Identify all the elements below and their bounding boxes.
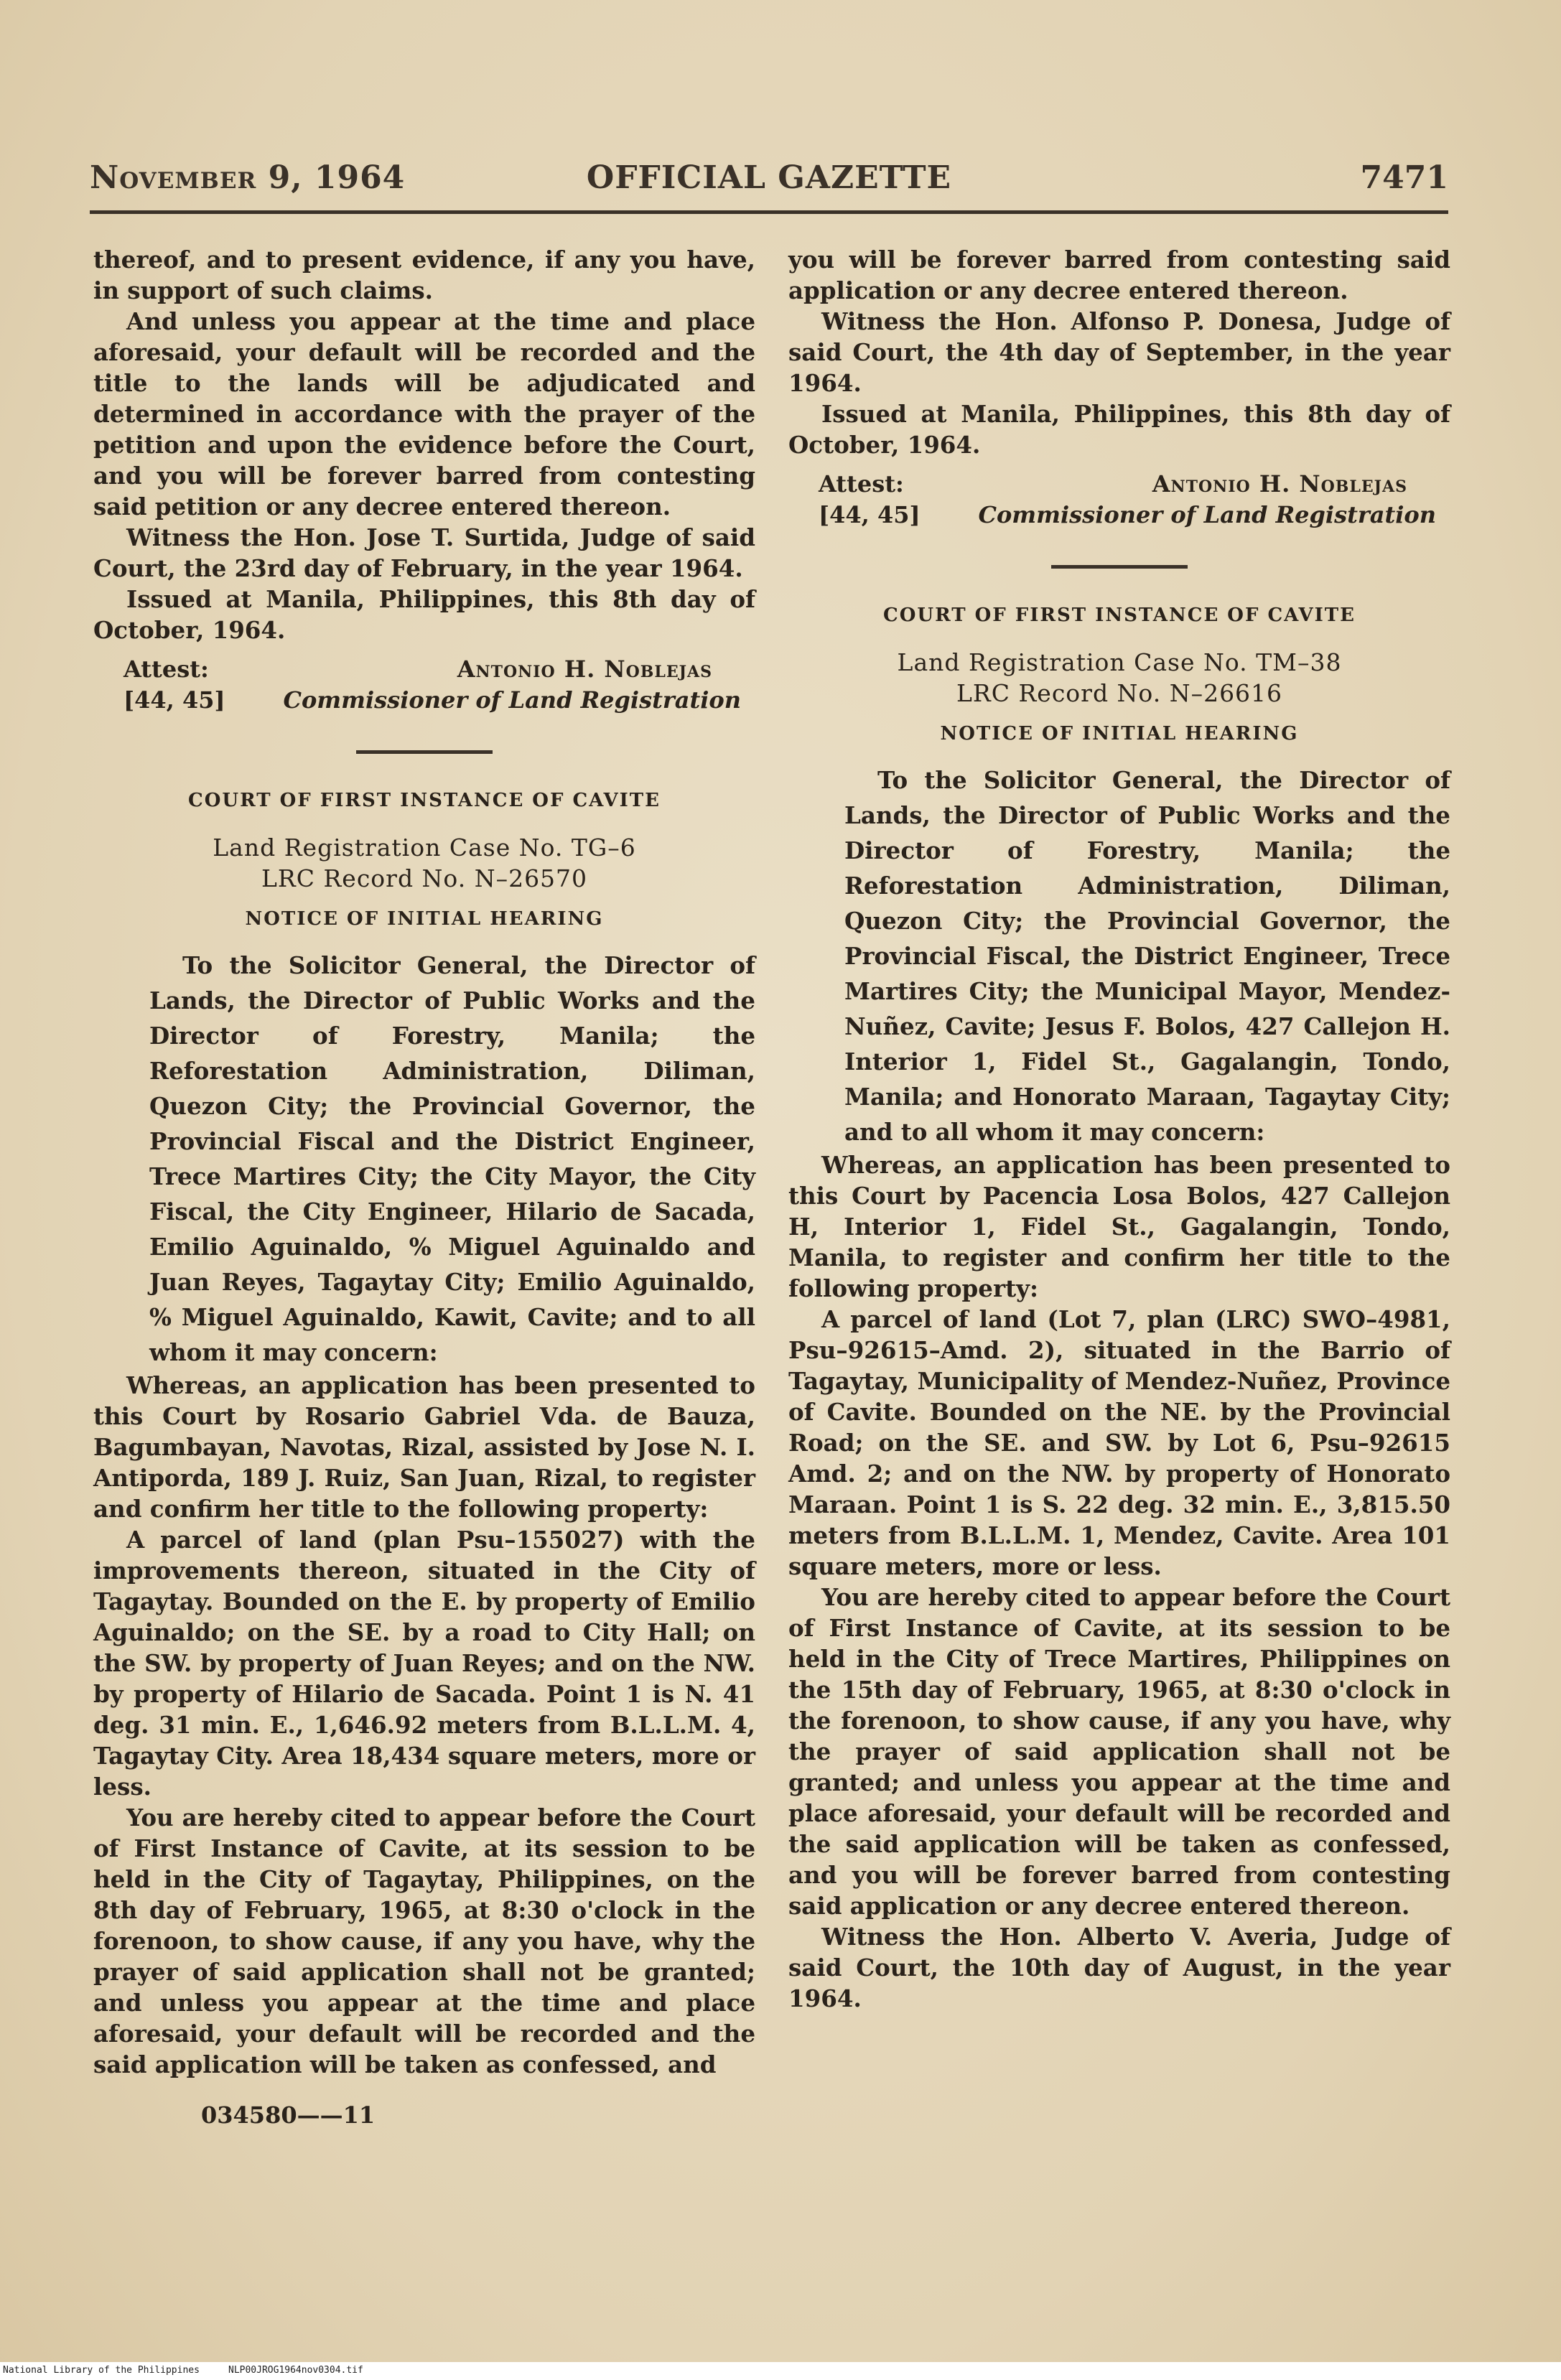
lrc-record: LRC Record No. N–26616 [956,679,1283,707]
issue-date: November 9, 1964 [90,159,406,196]
paragraph: A parcel of land (Lot 7, plan (LRC) SWO–4981, Psu–92615–Amd. 2), situated in the Barrio of Tagaytay, Municipality of Mendez-Nuñez, Province of Cavite. Bounded on the NE. by the Provincial Road; on the SE. and SW. by Lot 6, Psu–92615 Amd. 2; and on the NW. by property of Honorato Maraan. Point 1 is S. 22 deg. 32 min. E., 3,815.50 meters from B.L.L.M. 1, Mendez, Cavite. Area 101 square meters, more or less. [788,1305,1450,1580]
left-column [93,244,755,2131]
scan-footer [0,2362,1561,2380]
attest-label: Attest: [124,655,209,683]
attest-title: Commissioner of Land Registration [978,501,1436,528]
right-column [788,244,1450,2014]
scan-filename: NLP00JROG1964nov0304.tif [228,2365,363,2376]
case-number: Land Registration Case No. TG–6 [213,834,636,862]
paragraph: Whereas, an application has been presented to this Court by Rosario Gabriel Vda. de Bauza, Bagumbayan, Navotas, Rizal, assisted by Jose N. I. Antiporda, 189 J. Ruiz, San Juan, Rizal, to register and confirm her title to the following property: [93,1371,755,1523]
paragraph: Witness the Hon. Jose T. Surtida, Judge of said Court, the 23rd day of February, in the year 1964. [93,523,755,582]
library-credit: National Library of the Philippines [3,2365,200,2376]
attest-name: Antonio H. Noblejas [457,655,712,683]
page-header [90,159,1448,202]
attest-block [788,469,1450,531]
attest-ref: [44, 45] [819,501,921,528]
paragraph: You are hereby cited to appear before the Court of First Instance of Cavite, at its session to be held in the City of Trece Martires, Philippines on the 15th day of February, 1965, at 8:30 o'clock in the forenoon, to show cause, if any you have, why the prayer of said application shall not be granted; and unless you appear at the time and place aforesaid, your default will be recorded and the said application will be taken as confessed, and you will be forever barred from contesting said application or any decree entered thereon. [788,1583,1450,1920]
addressee-paragraph: To the Solicitor General, the Director of Lands, the Director of Public Works and the Director of Forestry, Manila; the Reforestation Administration, Diliman, Quezon City; the Provincial Governor, the Provincial Fiscal, the District Engineer, Trece Martires City; the Municipal Mayor, Mendez-Nuñez, Cavite; Jesus F. Bolos, 427 Callejon H. Interior 1, Fidel St., Gagalangin, Tondo, Manila; and Honorato Maraan, Tagaytay City; and to all whom it may concern: [844,766,1450,1146]
section-divider [356,750,493,754]
paragraph: Whereas, an application has been presented to this Court by Pacencia Losa Bolos, 427 Callejon H, Interior 1, Fidel St., Gagalangin, Tondo, Manila, to register and confirm her title to the following property: [788,1151,1450,1302]
notice-heading: NOTICE OF INITIAL HEARING [940,723,1299,745]
attest-ref: [44, 45] [124,686,225,714]
paragraph: Issued at Manila, Philippines, this 8th day of October, 1964. [788,400,1450,459]
notice-heading: NOTICE OF INITIAL HEARING [245,908,604,930]
print-code: 034580——11 [201,2101,376,2129]
case-number: Land Registration Case No. TM–38 [897,648,1342,676]
addressee-paragraph: To the Solicitor General, the Director of Lands, the Director of Public Works and the Director of Forestry, Manila; the Reforestation Administration, Diliman, Quezon City; the Provincial Governor, the Provincial Fiscal and the District Engineer, Trece Martires City; the City Mayor, the City Fiscal, the City Engineer, Hilario de Sacada, Emilio Aguinaldo, % Miguel Aguinaldo and Juan Reyes, Tagaytay City; Emilio Aguinaldo, % Miguel Aguinaldo, Kawit, Cavite; and to all whom it may concern: [149,951,755,1366]
paragraph: you will be forever barred from contesting said application or any decree entered thereon. [788,246,1450,304]
section-divider [1051,565,1188,569]
paragraph: Witness the Hon. Alfonso P. Donesa, Judge of said Court, the 4th day of September, in the year 1964. [788,307,1450,397]
court-heading: COURT OF FIRST INSTANCE OF CAVITE [883,605,1356,626]
publication-title: OFFICIAL GAZETTE [586,159,952,196]
lrc-record: LRC Record No. N–26570 [261,864,588,892]
page-number: 7471 [1360,159,1448,196]
header-rule [90,210,1448,214]
paragraph: A parcel of land (plan Psu–155027) with the improvements thereon, situated in the City of Tagaytay. Bounded on the E. by property of Emilio Aguinaldo; on the SE. by a road to City Hall; on the SW. by property of Juan Reyes; and on the NW. by property of Hilario de Sacada. Point 1 is N. 41 deg. 31 min. E., 1,646.92 meters from B.L.L.M. 4, Tagaytay City. Area 18,434 square meters, more or less. [93,1526,755,1801]
paragraph: Issued at Manila, Philippines, this 8th day of October, 1964. [93,585,755,644]
attest-name: Antonio H. Noblejas [1152,470,1407,498]
paragraph: thereof, and to present evidence, if any you have, in support of such claims. [93,246,755,304]
paragraph: And unless you appear at the time and place aforesaid, your default will be recorded and the title to the lands will be adjudicated and determined in accordance with the prayer of the petition and upon the evidence before the Court, and you will be forever barred from contesting said petition or any decree entered thereon. [93,307,755,521]
court-heading: COURT OF FIRST INSTANCE OF CAVITE [188,790,661,811]
paragraph: You are hereby cited to appear before the Court of First Instance of Cavite, at its session to be held in the City of Tagaytay, Philippines, on the 8th day of February, 1965, at 8:30 o'clock in the forenoon, to show cause, if any you have, why the prayer of said application shall not be granted; and unless you appear at the time and place aforesaid, your default will be recorded and the said application will be taken as confessed, and [93,1803,755,2078]
attest-label: Attest: [819,470,904,498]
attest-block [93,654,755,716]
attest-title: Commissioner of Land Registration [283,686,741,714]
paragraph: Witness the Hon. Alberto V. Averia, Judge of said Court, the 10th day of August, in the year 1964. [788,1923,1450,2012]
